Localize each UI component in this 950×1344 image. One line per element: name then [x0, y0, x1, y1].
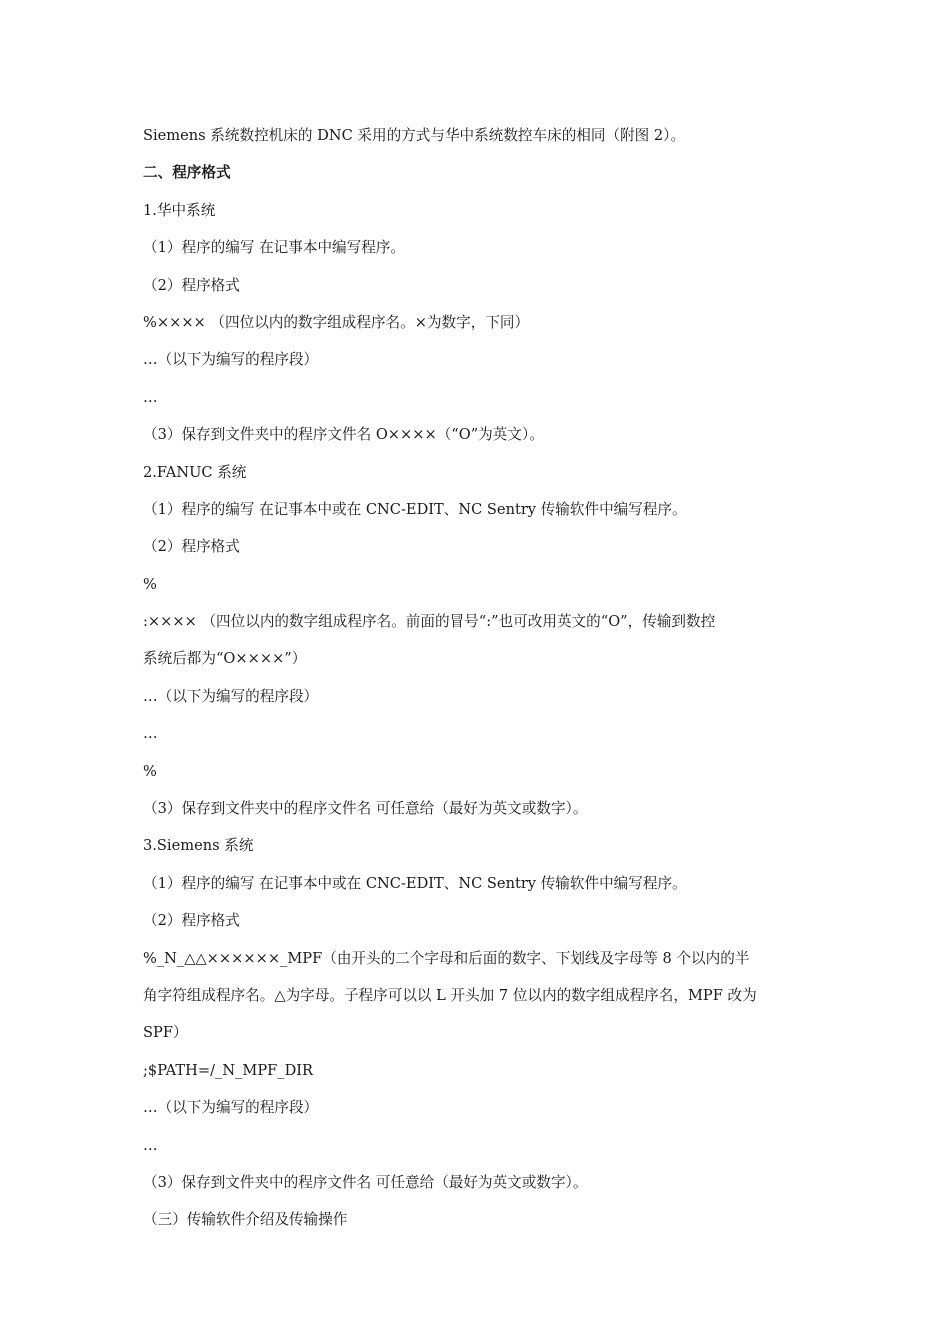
subsection-heading: 3.Siemens 系统 [143, 837, 254, 855]
intro-paragraph: Siemens 系统数控机床的 DNC 采用的方式与华中系统数控车床的相同（附图 2）。 [143, 127, 686, 144]
section-heading: 二、程序格式 [143, 164, 231, 182]
text-line: （3）保存到文件夹中的程序文件名 O××××（“O”为英文）。 [143, 426, 544, 444]
subsection-heading: 1.华中系统 [143, 201, 216, 219]
section-heading: （三）传输软件介绍及传输操作 [143, 1211, 348, 1229]
text-line: （2）程序格式 [143, 538, 240, 556]
text-line: （1）程序的编写 在记事本中编写程序。 [143, 239, 406, 257]
code-line: :×××× （四位以内的数字组成程序名。前面的冒号“:”也可改用英文的“O”，传输到数控 [143, 613, 716, 631]
code-line: %×××× （四位以内的数字组成程序名。×为数字，下同） [143, 313, 530, 331]
code-line: 角字符组成程序名。△为字母。子程序可以以 L 开头加 7 位以内的数字组成程序名，MPF 改为 [143, 986, 757, 1004]
code-line: …（以下为编写的程序段） [143, 687, 319, 705]
text-line: （3）保存到文件夹中的程序文件名 可任意给（最好为英文或数字）。 [143, 800, 588, 818]
text-line: （3）保存到文件夹中的程序文件名 可任意给（最好为英文或数字）。 [143, 1173, 588, 1191]
code-line: 系统后都为“O××××”） [143, 650, 307, 668]
text-line: （2）程序格式 [143, 276, 240, 294]
code-line: %_N_△△××××××_MPF（由开头的二个字母和后面的数字、下划线及字母等 8 个以内的半 [143, 949, 750, 967]
code-line: … [143, 725, 158, 743]
code-line: % [143, 575, 157, 593]
text-line: （1）程序的编写 在记事本中或在 CNC-EDIT、NC Sentry 传输软件中编写程序。 [143, 874, 687, 892]
code-line: … [143, 1136, 158, 1154]
text-line: （1）程序的编写 在记事本中或在 CNC-EDIT、NC Sentry 传输软件中编写程序。 [143, 500, 687, 518]
code-line: ;$PATH=/_N_MPF_DIR [143, 1061, 314, 1079]
code-line: SPF） [143, 1024, 188, 1042]
text-line: （2）程序格式 [143, 912, 240, 930]
code-line: …（以下为编写的程序段） [143, 1099, 319, 1117]
subsection-heading: 2.FANUC 系统 [143, 463, 247, 481]
code-line: % [143, 762, 157, 780]
code-line: … [143, 388, 158, 406]
code-line: …（以下为编写的程序段） [143, 351, 319, 369]
document-body [143, 117, 815, 1239]
